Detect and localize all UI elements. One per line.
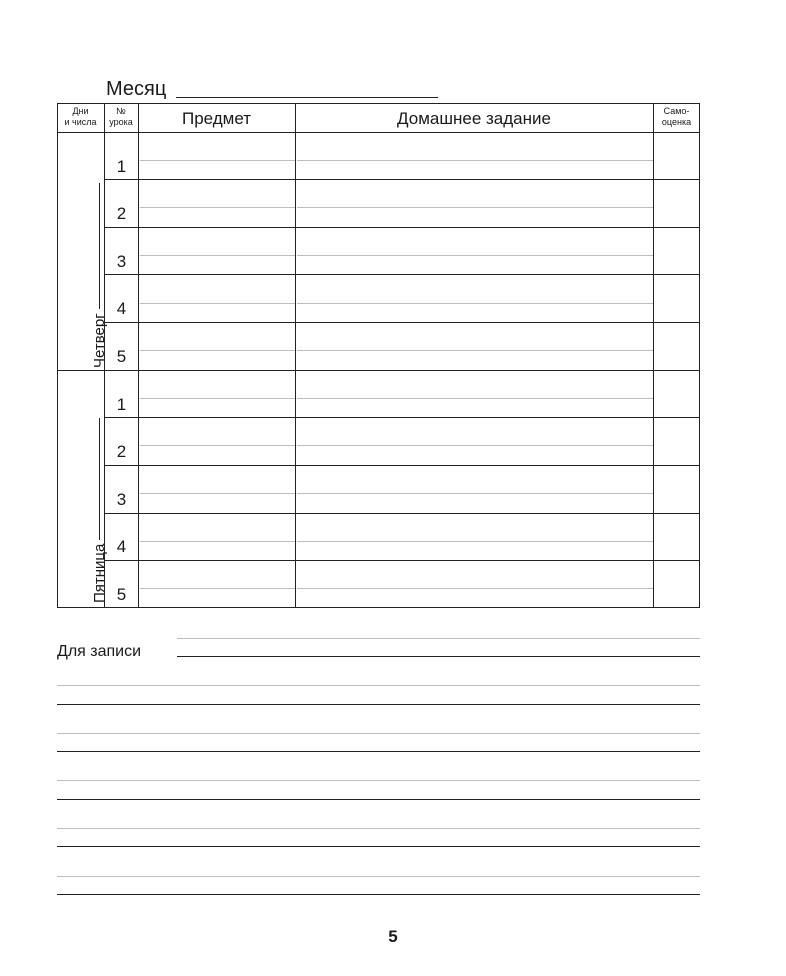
notes-guide-line[interactable] (57, 780, 700, 781)
lesson-number: 4 (116, 299, 127, 318)
row-divider (104, 227, 700, 228)
lesson-number: 1 (116, 157, 127, 176)
notes-line[interactable] (57, 751, 700, 752)
header-num-line1: № (116, 106, 126, 116)
notes-line[interactable] (57, 846, 700, 847)
homework-guide-line[interactable] (297, 303, 653, 304)
homework-guide-line[interactable] (297, 493, 653, 494)
notes-guide-line[interactable] (57, 828, 700, 829)
homework-guide-line[interactable] (297, 445, 653, 446)
row-divider (104, 465, 700, 466)
row-divider (104, 179, 700, 180)
notes-line[interactable] (57, 894, 700, 895)
notes-guide-line[interactable] (57, 685, 700, 686)
subject-guide-line[interactable] (140, 445, 295, 446)
lesson-number: 3 (116, 252, 127, 271)
notes-label: Для записи (57, 643, 142, 660)
subject-guide-line[interactable] (140, 541, 295, 542)
header-num-line2: урока (109, 117, 133, 127)
homework-guide-line[interactable] (297, 588, 653, 589)
header-subject: Предмет (181, 109, 252, 128)
header-grade-line2: оценка (661, 117, 692, 127)
homework-guide-line[interactable] (297, 207, 653, 208)
row-divider (104, 513, 700, 514)
row-divider (104, 560, 700, 561)
subject-guide-line[interactable] (140, 588, 295, 589)
row-divider (104, 417, 700, 418)
day-name: Четверг (90, 313, 108, 368)
day-label-thursday (84, 183, 114, 368)
header-homework: Домашнее задание (397, 109, 551, 128)
notes-guide-line[interactable] (177, 638, 700, 639)
header-days (57, 106, 104, 128)
lesson-number: 2 (116, 442, 127, 461)
row-divider (104, 322, 700, 323)
subject-guide-line[interactable] (140, 398, 295, 399)
lesson-number: 5 (116, 585, 127, 604)
subject-guide-line[interactable] (140, 207, 295, 208)
header-days-line2: и числа (64, 117, 97, 127)
header-days-line1: Дни (72, 106, 89, 116)
subject-guide-line[interactable] (140, 160, 295, 161)
homework-guide-line[interactable] (297, 160, 653, 161)
header-divider (57, 132, 700, 133)
header-lesson-number (104, 106, 138, 128)
homework-guide-line[interactable] (297, 350, 653, 351)
notes-line[interactable] (177, 656, 700, 657)
homework-guide-line[interactable] (297, 398, 653, 399)
date-input-line[interactable] (99, 183, 100, 309)
homework-table (57, 103, 700, 608)
month-header (106, 76, 446, 102)
notes-guide-line[interactable] (57, 733, 700, 734)
lesson-number: 4 (116, 537, 127, 556)
subject-guide-line[interactable] (140, 303, 295, 304)
month-input-line[interactable] (176, 97, 438, 98)
notes-line[interactable] (57, 799, 700, 800)
subject-guide-line[interactable] (140, 350, 295, 351)
month-label: Месяц (106, 78, 167, 100)
lesson-number: 5 (116, 347, 127, 366)
day-label-friday (84, 418, 114, 603)
lesson-number: 3 (116, 490, 127, 509)
subject-guide-line[interactable] (140, 493, 295, 494)
homework-guide-line[interactable] (297, 541, 653, 542)
homework-guide-line[interactable] (297, 255, 653, 256)
day-divider (57, 370, 700, 371)
header-self-assessment (653, 106, 700, 128)
row-divider (104, 274, 700, 275)
page-number: 5 (388, 927, 398, 946)
header-grade-line1: Само- (663, 106, 690, 116)
lesson-number: 2 (116, 204, 127, 223)
notes-guide-line[interactable] (57, 876, 700, 877)
date-input-line[interactable] (99, 418, 100, 540)
notes-line[interactable] (57, 704, 700, 705)
day-name: Пятница (90, 543, 108, 603)
subject-guide-line[interactable] (140, 255, 295, 256)
lesson-number: 1 (116, 395, 127, 414)
